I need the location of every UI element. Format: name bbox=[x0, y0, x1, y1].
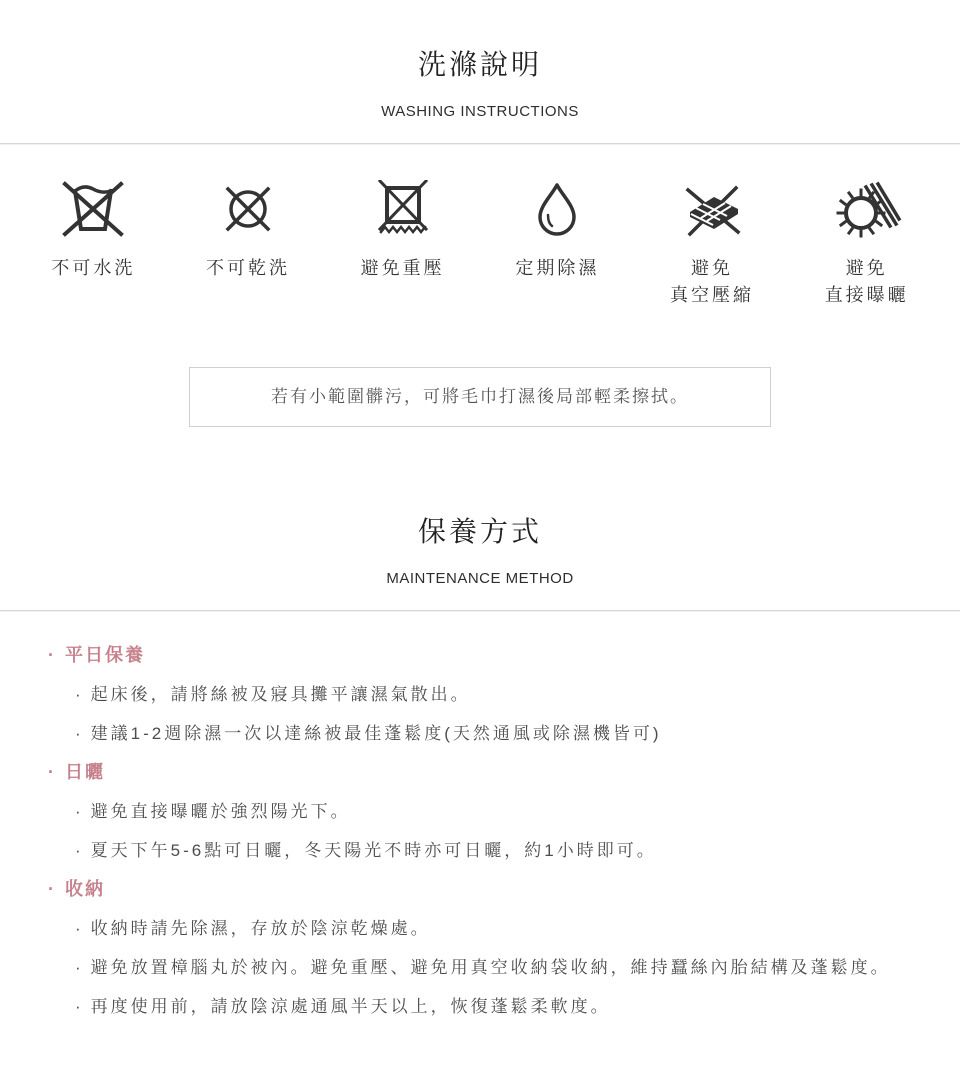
care-item-avoid-heavy-pressure bbox=[325, 180, 480, 309]
bullet-mark: · bbox=[75, 802, 84, 821]
washing-section bbox=[0, 0, 960, 427]
icon-label: 避免 直接曝曬 bbox=[824, 258, 909, 305]
icon-label: 避免重壓 bbox=[360, 258, 445, 278]
care-bullet: · 起床後，請將絲被及寢具攤平讓濕氣散出。 bbox=[75, 685, 471, 704]
care-bullet: · 避免放置樟腦丸於被內。避免重壓、避免用真空收納袋收納，維持蠶絲內胎結構及蓬鬆度。 bbox=[75, 958, 891, 977]
stain-note-text: 若有小範圍髒污，可將毛巾打濕後局部輕柔擦拭。 bbox=[271, 387, 689, 406]
bullet-mark: · bbox=[48, 645, 56, 665]
bullet-mark: · bbox=[48, 762, 56, 782]
bullet-mark: · bbox=[75, 997, 84, 1016]
washing-subtitle: WASHING INSTRUCTIONS bbox=[381, 103, 579, 120]
bullet-mark: · bbox=[48, 879, 56, 899]
care-item-do-not-dry-clean bbox=[171, 180, 326, 309]
care-heading-storage: · 收納 bbox=[48, 879, 105, 899]
icon-label: 不可水洗 bbox=[51, 258, 136, 278]
maintenance-title: 保養方式 bbox=[417, 516, 542, 547]
care-icons-row bbox=[0, 145, 960, 309]
maintenance-list bbox=[0, 612, 960, 1080]
care-heading-sun: · 日曬 bbox=[48, 762, 105, 782]
care-bullet: · 夏天下午5-6點可日曬，冬天陽光不時亦可日曬，約1小時即可。 bbox=[75, 841, 657, 860]
icon-label: 定期除濕 bbox=[515, 258, 600, 278]
care-bullet: · 收納時請先除濕，存放於陰涼乾燥處。 bbox=[75, 919, 431, 938]
care-bullet: · 再度使用前，請放陰涼處通風半天以上，恢復蓬鬆柔軟度。 bbox=[75, 997, 611, 1016]
do-not-wash-icon bbox=[57, 180, 129, 242]
care-bullet: · 建議1-2週除濕一次以達絲被最佳蓬鬆度(天然通風或除濕機皆可) bbox=[75, 724, 662, 743]
care-bullet: · 避免直接曝曬於強烈陽光下。 bbox=[75, 802, 351, 821]
bullet-mark: · bbox=[75, 685, 84, 704]
washing-title: 洗滌說明 bbox=[417, 49, 542, 80]
bullet-mark: · bbox=[75, 919, 84, 938]
care-item-avoid-direct-sunlight bbox=[789, 180, 944, 309]
bullet-mark: · bbox=[75, 724, 84, 743]
do-not-dry-clean-icon bbox=[212, 180, 284, 242]
avoid-vacuum-compression-icon bbox=[676, 180, 748, 242]
maintenance-section bbox=[0, 517, 960, 1080]
care-heading-daily: · 平日保養 bbox=[48, 645, 145, 665]
icon-label: 避免 真空壓縮 bbox=[670, 258, 755, 305]
avoid-heavy-pressure-icon bbox=[367, 180, 439, 242]
stain-note-box bbox=[189, 367, 771, 427]
icon-label: 不可乾洗 bbox=[206, 258, 290, 278]
dehumidify-regularly-icon bbox=[521, 180, 593, 242]
bullet-mark: · bbox=[75, 958, 84, 977]
care-item-do-not-wash bbox=[16, 180, 171, 309]
bullet-mark: · bbox=[75, 841, 84, 860]
avoid-direct-sunlight-icon bbox=[831, 180, 903, 242]
care-item-dehumidify-regularly bbox=[480, 180, 635, 309]
care-item-avoid-vacuum-compression bbox=[635, 180, 790, 309]
maintenance-subtitle: MAINTENANCE METHOD bbox=[386, 570, 574, 587]
